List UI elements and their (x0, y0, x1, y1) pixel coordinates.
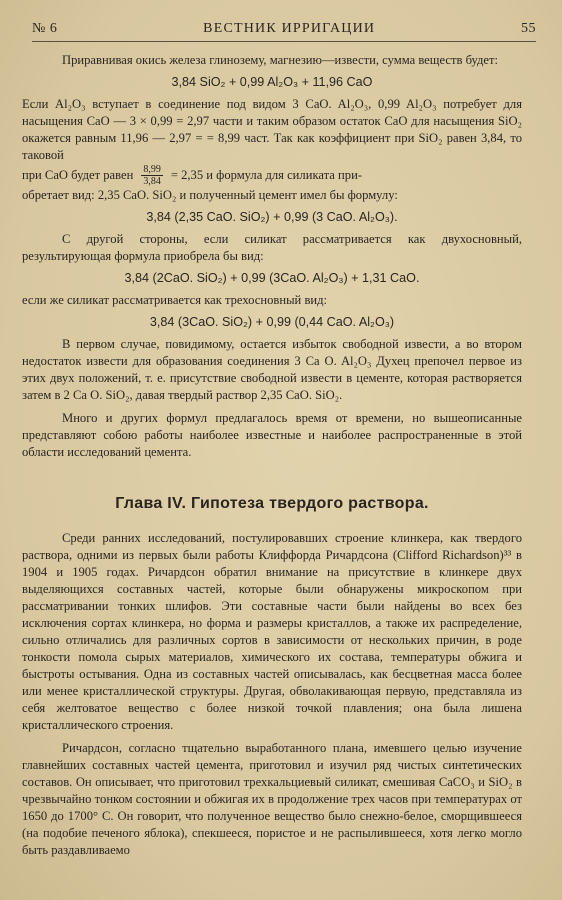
paragraph-9: Ричардсон, согласно тщательно выработанного плана, имевшего целью изучение главнейших составных частей цемента, приготовил и изучил ряд чистых синтетических составов. Он описывает, что приготовил трехкальциевый силикат, смешивая CaCO₃ и SiO₂ в чрезвычайно тонком состоянии и обжигая их в продолжение трех часов при температурах от 1650 до 1700° C. Он говорит, что полученное вещество было снежно-белое, сморщившееся (на подобие печеного яблока), спекшееся, пористое и не распылившееся, хотя легко могло быть раздавливаемо (22, 741, 522, 857)
paragraph-4: С другой стороны, если силикат рассматривается как двухосновный, результирующая формула приобрела бы вид: (22, 232, 522, 263)
paragraph-6: В первом случае, повидимому, остается избыток свободной извести, а во втором недостаток извести для образования соединения 3 Ca O. Al₂O₃ Духец препочел первое из этих двух положений, т. е. присутствие свободной извести в цементе, которая растворяется затем в 2 Ca O. SiO₂, давая твердый раствор 2,35 CaO. SiO₂. (22, 337, 522, 402)
paragraph-7: Много и других формул предлагалось время от времени, но вышеописанные представляют собою работы наиболее известные и наиболее распространенные в этой области исследований цемента. (22, 411, 522, 459)
paragraph-2: Если Al₂O₃ вступает в соединение под видом 3 CaO. Al₂O₃, 0,99 Al₂O₃ потребует для насыщения CaO — 3 × 0,99 = 2,97 части и таким образом остаток CaO для насыщения SiO₂ окажется равным 11,96 — 2,97 = = 8,99 част. Так как коэффициент при SiO₂ равен 3,84, то таковой (22, 97, 522, 162)
formula-2: 3,84 (2,35 CaO. SiO₂) + 0,99 (3 CaO. Al₂O₃). (146, 210, 398, 224)
paragraph-1: Приравнивая окись железа глинозему, магнезию—извести, сумма веществ будет: (62, 53, 498, 67)
running-header (32, 20, 536, 42)
paragraph-8: Среди ранних исследований, постулировавших строение клинкера, как твердого раствора, одними из первых были работы Клиффорда Ричардсона (Clifford Richardson)³³ в 1904 и 1905 годах. Ричардсон обратил внимание на присутствие в клинкере двух выделяющихся составных частей, которые были обнаружены микроскопом при рассматривании тонких шлифов. Эти составные части были найдены во всех без исключения сортах клинкера, но форма и размеры кристаллов, а также их распределение, сильно отличались для различных сортов в зависимости от нескольких причин, в роде тонкости помола сырых материалов, химического их состава, температуры обжига и быстроты остывания. Одна из составных частей описывалась, как бесцветная масса более или менее кристаллической структуры. Другая, обволакивающая первую, представляла из себя желтоватое вещество с более низкой точкой плавления; она была лишена кристаллического строения. (22, 531, 522, 732)
fraction-numerator: 8,99 (143, 164, 161, 175)
formula-4: 3,84 (3CaO. SiO₂) + 0,99 (0,44 CaO. Al₂O₃) (149, 315, 395, 329)
journal-title: ВЕСТНИК ИРРИГАЦИИ (203, 21, 376, 36)
paragraph-5: если же силикат рассматривается как трехосновный вид: (22, 293, 328, 307)
fraction-line-left: при CaO будет равен (22, 168, 134, 182)
fraction-line (22, 164, 522, 187)
formula-1: 3,84 SiO₂ + 0,99 Al₂O₃ + 11,96 CaO (171, 75, 373, 89)
page-number-right: 55 (521, 21, 536, 36)
page-number-left: № 6 (32, 21, 58, 36)
fraction-denominator: 3,84 (143, 176, 161, 187)
formula-3: 3,84 (2CaO. SiO₂) + 0,99 (3CaO. Al₂O₃) + 1,31 CaO. (124, 271, 420, 285)
fraction (141, 164, 163, 187)
paragraph-3: обретает вид: 2,35 CaO. SiO₂ и полученный цемент имел бы формулу: (22, 188, 398, 202)
fraction-line-right: = 2,35 и формула для силиката при- (170, 168, 362, 182)
chapter-title: Глава IV. Гипотеза твердого раствора. (115, 495, 429, 512)
